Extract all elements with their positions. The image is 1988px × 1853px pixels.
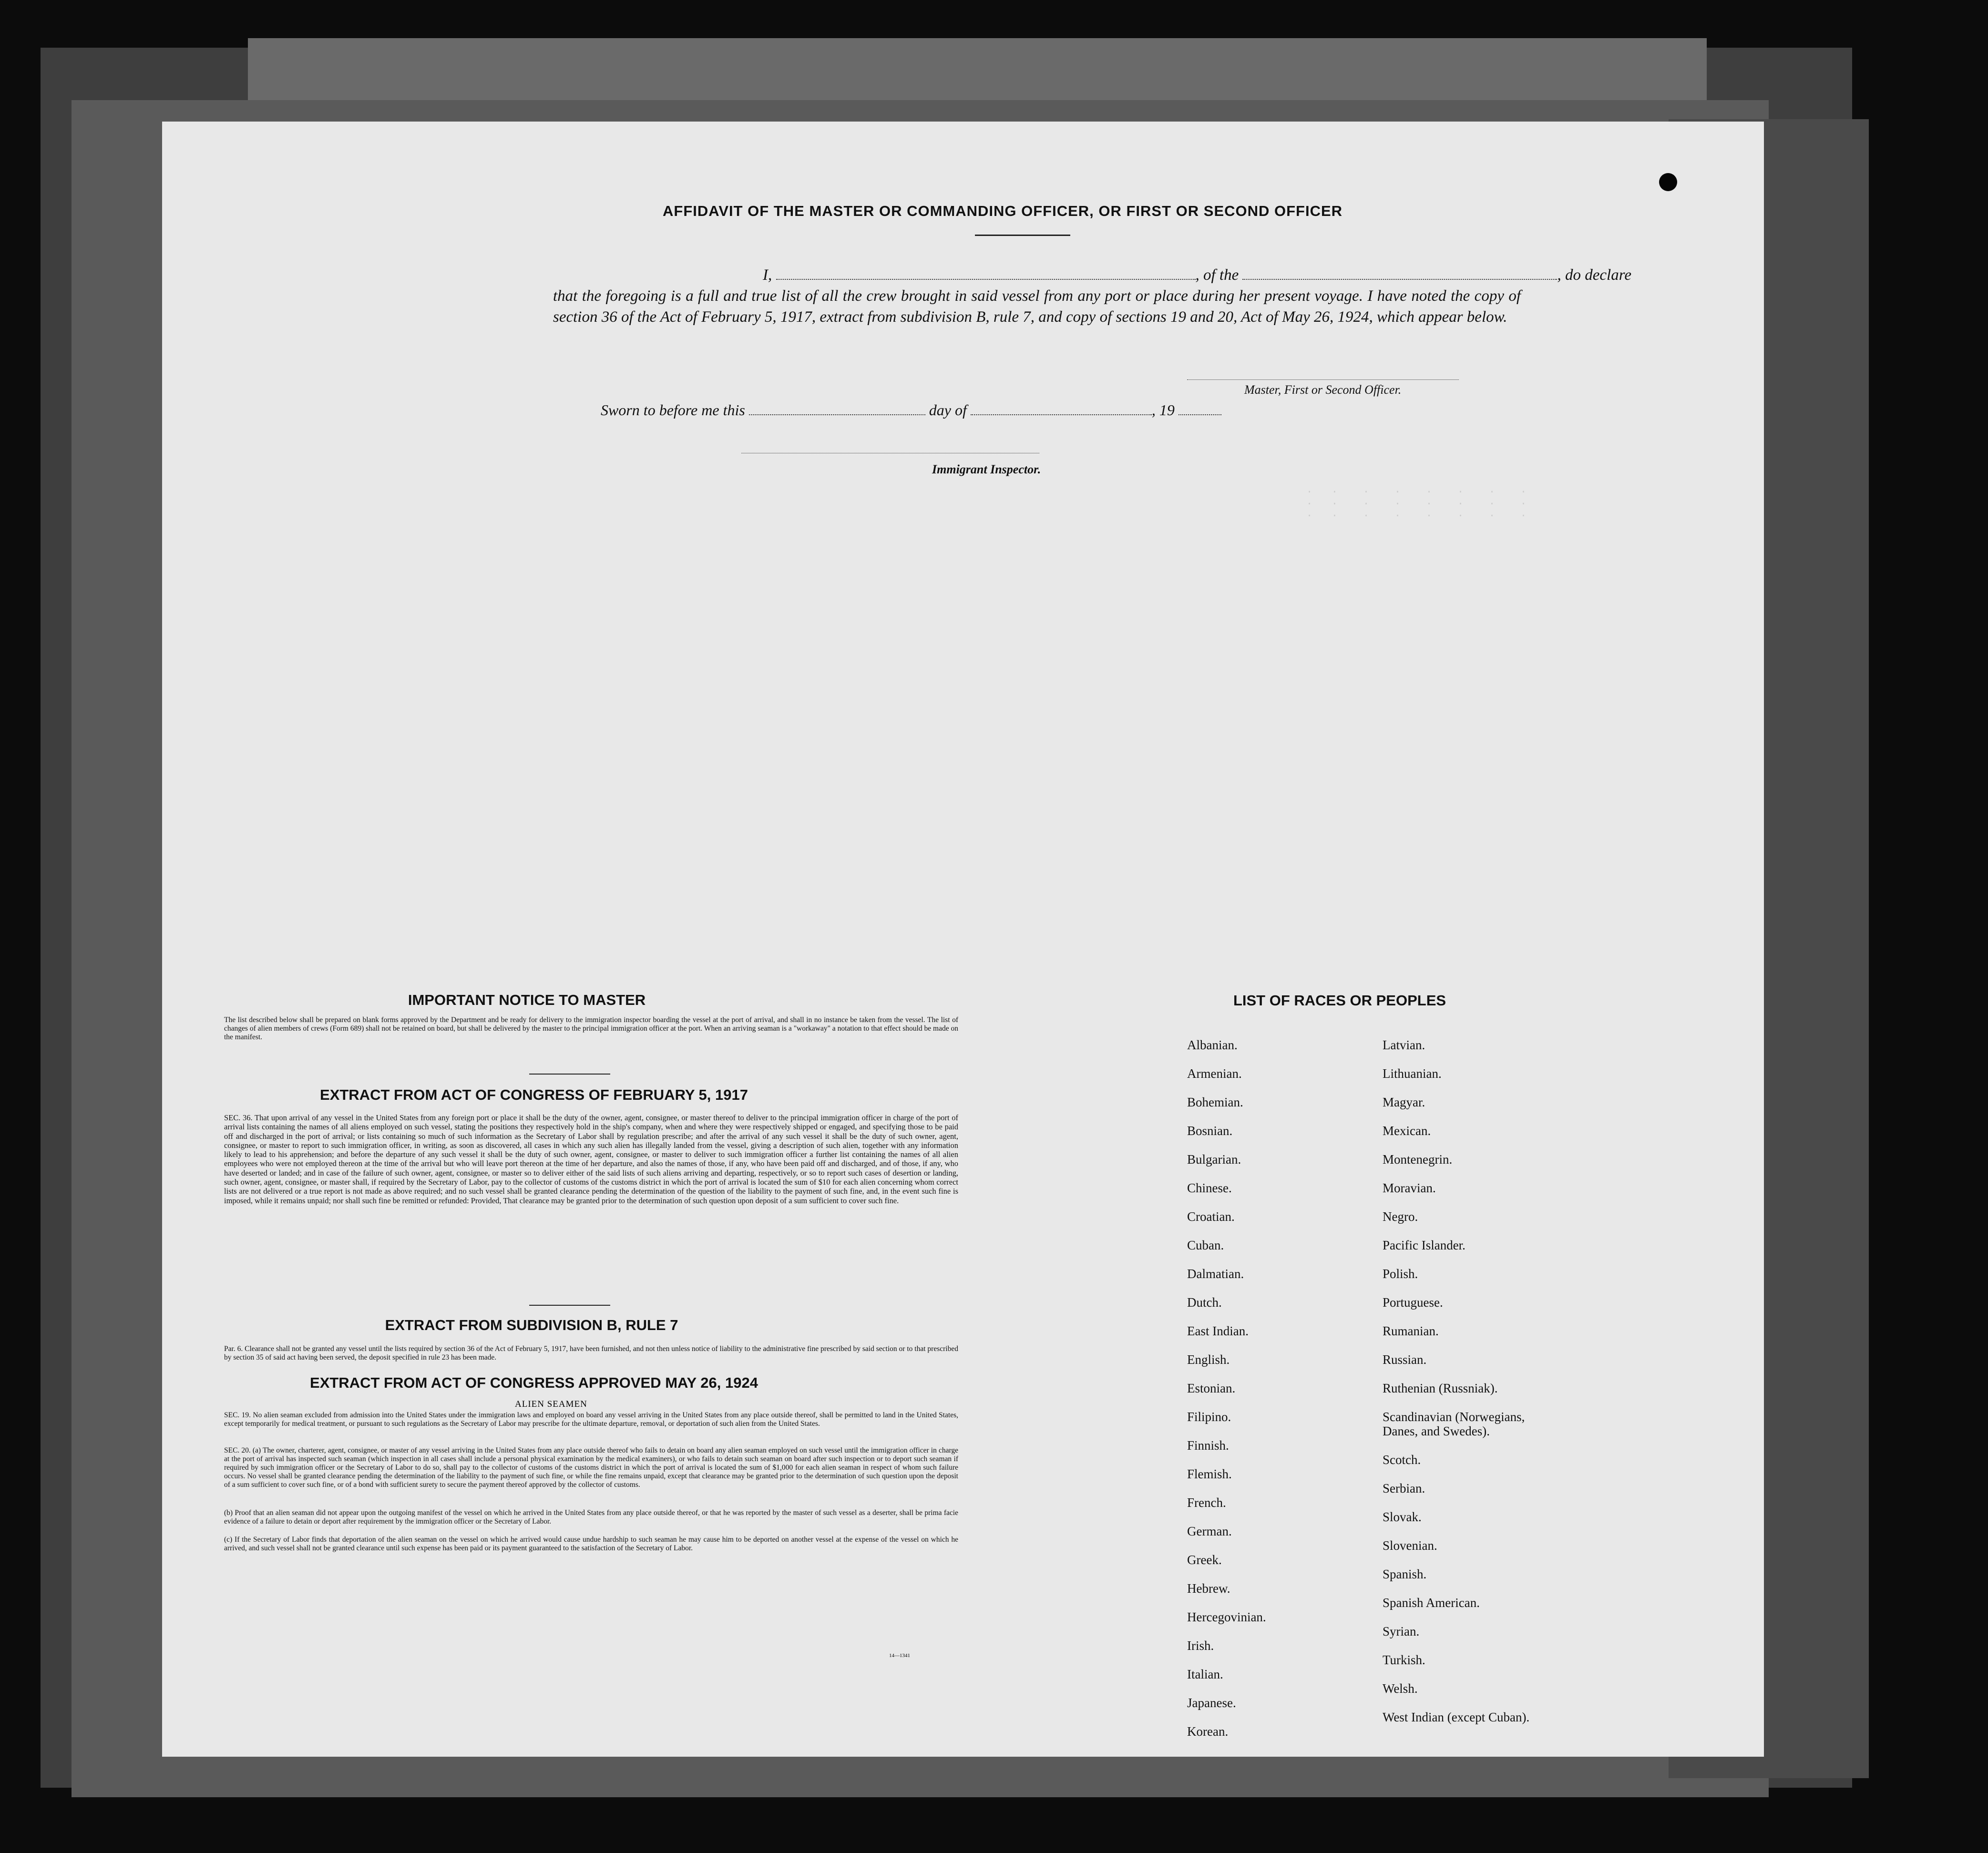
race-item: German.: [1187, 1524, 1232, 1538]
race-item: Montenegrin.: [1383, 1152, 1453, 1167]
sworn-text: Sworn to before me this: [601, 401, 745, 419]
race-item: Bohemian.: [1187, 1095, 1243, 1109]
race-item: Slovak.: [1383, 1510, 1422, 1524]
race-item: West Indian (except Cuban).: [1383, 1710, 1530, 1724]
divider: [529, 1305, 610, 1306]
rule7-title: EXTRACT FROM SUBDIVISION B, RULE 7: [385, 1317, 678, 1333]
sec19-text: SEC. 19. No alien seaman excluded from admission into the United States under the immigration laws and employed on board any vessel arriving in the United States from any place outside thereof, shall be permitted to land in the United States, except temporarily for medical treatment, or pursuant to such regulations as the Secretary of Labor may prescribe for the ultimate departure, removal, or deportation of such alien from the United States.: [224, 1411, 958, 1428]
inspector-label: Immigrant Inspector.: [932, 462, 1041, 476]
race-item: Estonian.: [1187, 1381, 1236, 1395]
race-item: Syrian.: [1383, 1624, 1420, 1638]
race-item: Bulgarian.: [1187, 1152, 1241, 1167]
race-item: Welsh.: [1383, 1681, 1418, 1696]
race-item: Russian.: [1383, 1352, 1427, 1367]
race-item: Irish.: [1187, 1638, 1214, 1653]
rule7-text: Par. 6. Clearance shall not be granted any vessel until the lists required by section 36 of the Act of February 5, 1917, have been furnished, and not then unless notice of liability to the administrative fine prescribed by said section or to that prescribed by section 35 of said act having been served, the deposit specified in rule 23 has been made.: [224, 1345, 958, 1362]
divider: [529, 1074, 610, 1075]
vessel-field[interactable]: [1242, 279, 1557, 280]
race-item: Polish.: [1383, 1267, 1418, 1281]
sec20c-text: (c) If the Secretary of Labor finds that deportation of the alien seaman on the vessel on which he arrived would cause undue hardship to such seaman he may cause him to be deported on another vessel at the expense of the vessel on which he arrived, and such vessel shall not be granted clearance until such expense has been paid or its payment guaranteed to the satisfaction of the Secretary of Labor.: [224, 1536, 958, 1552]
race-item: Cuban.: [1187, 1238, 1224, 1252]
affidavit-title: AFFIDAVIT OF THE MASTER OR COMMANDING OFFICER, OR FIRST OR SECOND OFFICER: [663, 203, 1343, 219]
races-column-2: [1383, 1038, 1554, 1739]
race-item: Magyar.: [1383, 1095, 1425, 1109]
sworn-line: [601, 401, 1221, 419]
notice-text: The list described below shall be prepared on blank forms approved by the Department and be ready for delivery to the immigration inspector boarding the vessel at the port of arrival, and shall in no instance be taken from the vessel. The list of changes of alien members of crews (Form 689) shall not be retained on board, but shall be delivered by the master to the principal immigration officer at the port. When an arriving seaman is a "workaway" a notation to that effect should be made on the manifest.: [224, 1016, 958, 1041]
race-item: Ruthenian (Russniak).: [1383, 1381, 1498, 1395]
sworn-day-field[interactable]: [749, 414, 925, 415]
race-item: Dutch.: [1187, 1295, 1222, 1310]
race-item: Negro.: [1383, 1209, 1418, 1224]
master-signature-line[interactable]: [1187, 379, 1459, 380]
race-item: Chinese.: [1187, 1181, 1232, 1195]
declaration: [553, 265, 1631, 328]
sworn-month-field[interactable]: [971, 414, 1152, 415]
master-label: Master, First or Second Officer.: [1244, 383, 1402, 397]
race-item: Slovenian.: [1383, 1538, 1437, 1553]
divider: [975, 235, 1070, 236]
race-item: Scandinavian (Norwegians, Danes, and Swedes).: [1383, 1410, 1525, 1438]
notice-title: IMPORTANT NOTICE TO MASTER: [408, 992, 646, 1008]
bleed-through-text: . . . . . . . . . . . . . . . . . . . . . . . .: [1306, 484, 1527, 520]
extract-1924-title: EXTRACT FROM ACT OF CONGRESS APPROVED MAY 26, 1924: [310, 1374, 758, 1391]
race-item: Serbian.: [1383, 1481, 1425, 1495]
race-item: Bosnian.: [1187, 1124, 1233, 1138]
race-item: Scotch.: [1383, 1453, 1421, 1467]
races-title: LIST OF RACES OR PEOPLES: [1233, 992, 1446, 1009]
race-item: Lithuanian.: [1383, 1066, 1442, 1081]
race-item: Finnish.: [1187, 1438, 1229, 1453]
race-item: Italian.: [1187, 1667, 1223, 1681]
declaration-i: I,: [763, 266, 772, 284]
year-prefix: , 19: [1151, 401, 1175, 419]
race-item: Dalmatian.: [1187, 1267, 1244, 1281]
race-item: Flemish.: [1187, 1467, 1232, 1481]
sworn-year-field[interactable]: [1178, 414, 1221, 415]
extract-1917-title: EXTRACT FROM ACT OF CONGRESS OF FEBRUARY 5, 1917: [320, 1086, 748, 1103]
declaration-of-the: , of the: [1195, 266, 1239, 284]
sec20a-text: SEC. 20. (a) The owner, charterer, agent, consignee, or master of any vessel arriving in the United States from any place outside thereof who fails to detain on board any alien seaman employed on such vessel until the immigration officer in charge at the port of arrival has inspected such seaman (which inspection in all cases shall include a personal physical examination by the medical examiners), or who fails to detain such seaman on board after such inspection or to deport such seaman if required by such immigration officer or the Secretary of Labor to do so, shall pay to the collector of customs of the customs district in which the port of arrival is located the sum of $1,000 for each alien seaman in respect of whom such failure occurs. No vessel shall be granted clearance pending the determination of the liability to the payment of such fine, or while the fine remains unpaid, except that clearance may be granted prior to the determination of such question upon the deposit of a sum sufficient to cover such fine, or of a bond with sufficient surety to secure the payment thereof approved by the collector of customs.: [224, 1446, 958, 1489]
race-item: Albanian.: [1187, 1038, 1238, 1052]
race-item: Korean.: [1187, 1724, 1229, 1739]
document-page: [162, 122, 1764, 1757]
race-item: Mexican.: [1383, 1124, 1431, 1138]
declaration-text: that the foregoing is a full and true list of all the crew brought in said vessel from any port or place during her present voyage. I have noted the copy of section 36 of the Act of February 5, 1917, extract from subdivision B, rule 7, and copy of sections 19 and 20, Act of May 26, 1924, which appear below.: [553, 287, 1521, 326]
punch-hole: [1659, 173, 1677, 191]
form-number: 14—1341: [889, 1653, 910, 1658]
race-item: Pacific Islander.: [1383, 1238, 1465, 1252]
race-item: French.: [1187, 1495, 1226, 1510]
declaration-do-declare: , do declare: [1557, 266, 1631, 284]
name-field[interactable]: [776, 279, 1196, 280]
race-item: Croatian.: [1187, 1209, 1235, 1224]
race-item: Turkish.: [1383, 1653, 1425, 1667]
race-item: Hebrew.: [1187, 1581, 1230, 1596]
extract-1924-subtitle: ALIEN SEAMEN: [515, 1399, 587, 1409]
race-item: Moravian.: [1383, 1181, 1436, 1195]
race-item: Greek.: [1187, 1553, 1222, 1567]
race-item: Latvian.: [1383, 1038, 1425, 1052]
race-item: Spanish.: [1383, 1567, 1427, 1581]
sec20b-text: (b) Proof that an alien seaman did not appear upon the outgoing manifest of the vessel on which he arrived in the United States from any place outside thereof, or that he was reported by the master of such vessel as a deserter, shall be prima facie evidence of a failure to detain or deport after requirement by the immigration officer or the Secretary of Labor.: [224, 1509, 958, 1525]
race-item: Filipino.: [1187, 1410, 1231, 1424]
race-item: Armenian.: [1187, 1066, 1242, 1081]
race-item: Spanish American.: [1383, 1596, 1480, 1610]
day-of-label: day of: [929, 401, 967, 419]
race-item: Portuguese.: [1383, 1295, 1443, 1310]
race-item: Rumanian.: [1383, 1324, 1439, 1338]
race-item: East Indian.: [1187, 1324, 1249, 1338]
race-item: English.: [1187, 1352, 1230, 1367]
races-column-1: [1187, 1038, 1266, 1753]
extract-1917-text: SEC. 36. That upon arrival of any vessel in the United States from any foreign port or place it shall be the duty of the owner, agent, consignee, or master thereof to deliver to the principal immigration officer in charge of the port of arrival lists containing the names of all aliens employed on such vessel, stating the positions they respectively hold in the ship's company, when and where they were respectively shipped or engaged, and specifying those to be paid off and discharged in the port of arrival; or lists containing so much of such information as the Secretary of Labor shall by regulation prescribe; and after the arrival of any such vessel it shall be the duty of such owner, agent, consignee, or master to report to such immigration officer, in writing, as soon as discovered, all cases in which any such alien has illegally landed from the vessel, giving a description of such alien, together with any information likely to lead to his apprehension; and before the departure of any such vessel it shall be the duty of such owner, agent, consignee, or master to deliver to such immigration officer a further list containing the names of all alien employees who were not employed thereon at the time of the arrival but who will leave port thereon at the time of her departure, and also the names of those, if any, who have been paid off and discharged, and of those, if any, who have deserted or landed; and in case of the failure of such owner, agent, consignee, or master so to deliver either of the said lists of such aliens arriving and departing, respectively, or so to report such cases of desertion or landing, such owner, agent, consignee, or master shall, if required by the Secretary of Labor, pay to the collector of customs of the customs district in which the port of arrival is located the sum of $10 for each alien concerning whom correct lists are not delivered or a true report is not made as above required; and no such vessel shall be granted clearance pending the determination of the question of the liability to the payment of such fine, and, in the event such fine is imposed, while it remains unpaid; nor shall such fine be remitted or refunded: Provided, That clearance may be granted prior to the determination of such question upon deposit of a sum sufficient to cover such fine.: [224, 1113, 958, 1205]
race-item: Hercegovinian.: [1187, 1610, 1266, 1624]
race-item: Japanese.: [1187, 1696, 1236, 1710]
